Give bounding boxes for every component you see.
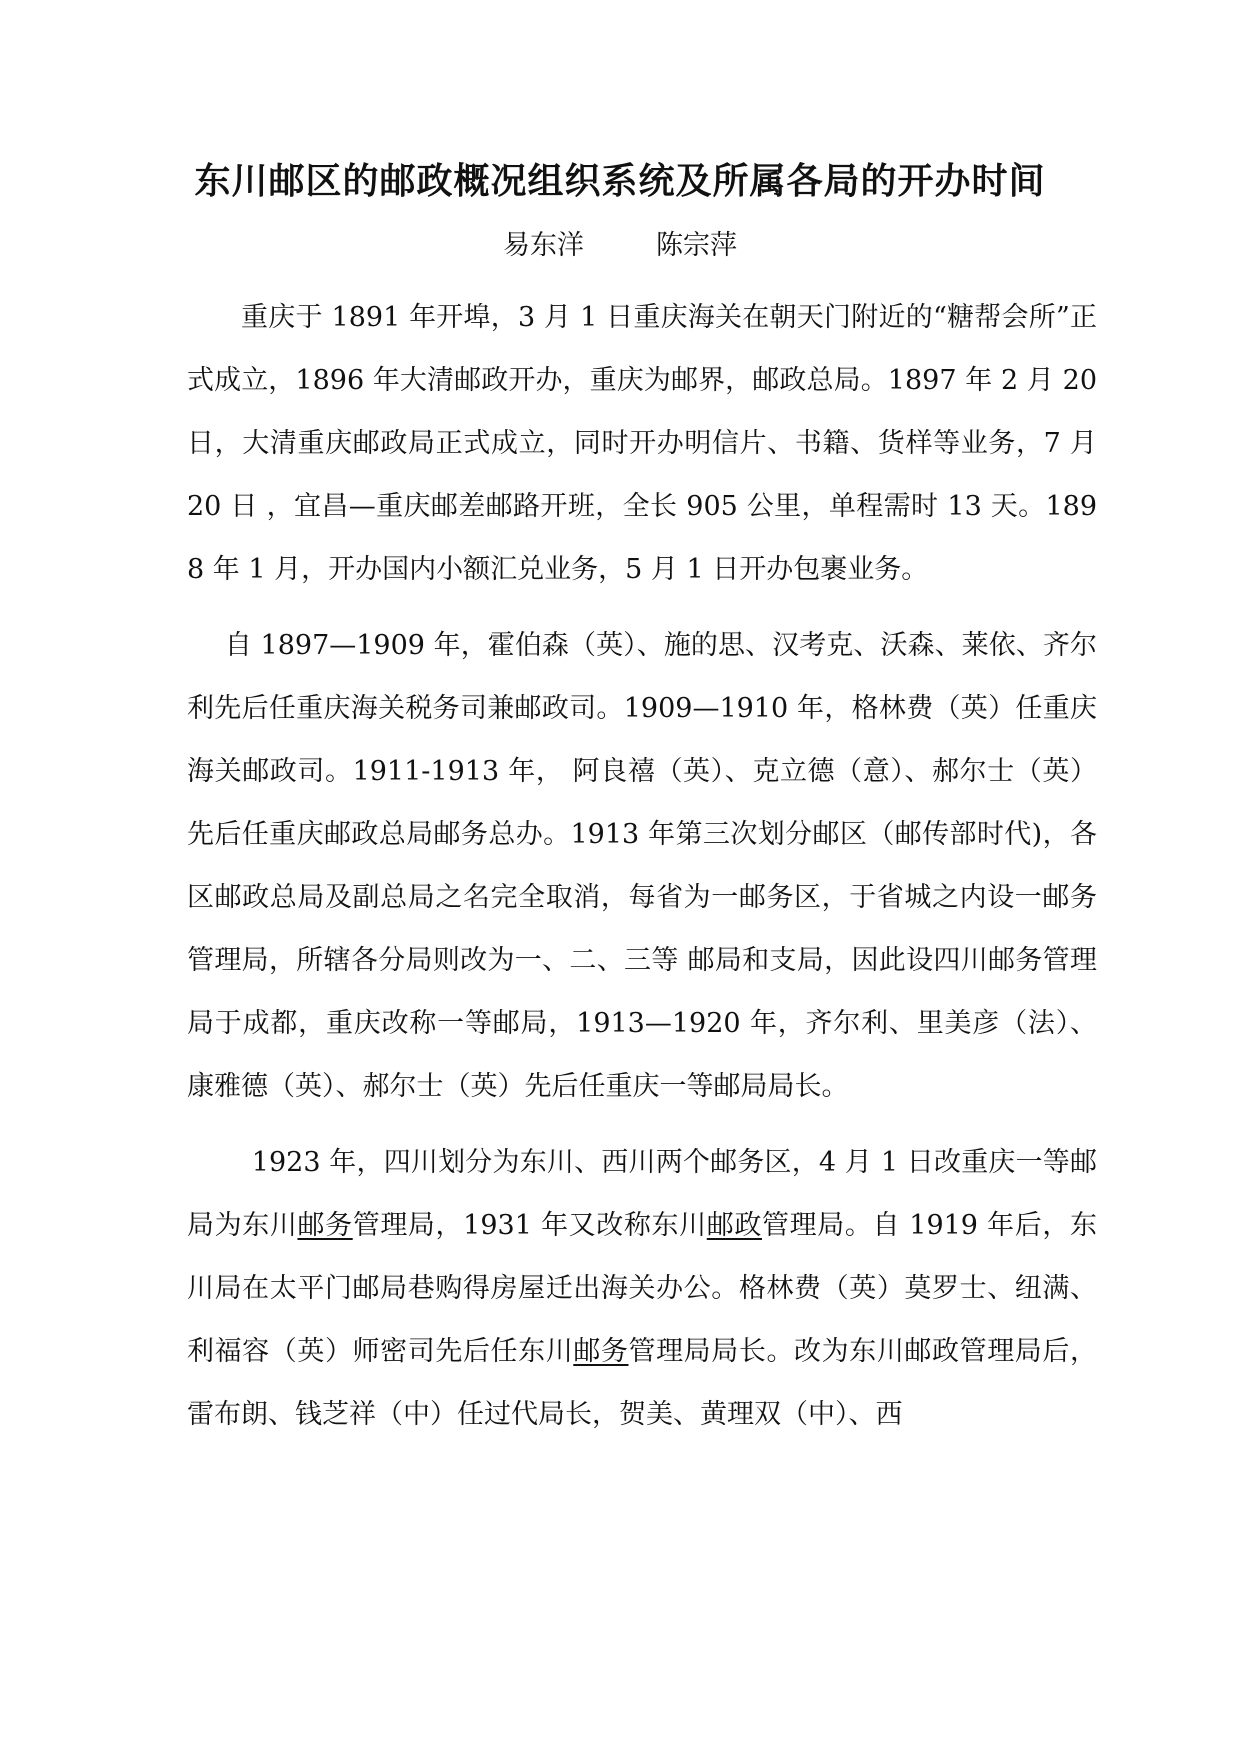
author-name: 陈宗萍 <box>656 230 737 261</box>
underlined-text: 邮务 <box>573 1336 629 1367</box>
paragraph-text: 管理局局长。改为东川邮政管理局后，雷布朗、钱芝祥（中）任过代局长，贺美、黄理双（中）、西 <box>187 1336 1097 1430</box>
article-body <box>187 286 1097 1446</box>
author-line <box>0 228 1240 264</box>
paragraph-text: 管理局，1931 年又改称东川 <box>352 1210 707 1241</box>
paragraph: 自 1897—1909 年，霍伯森（英）、施的思、汉考克、沃森、莱依、齐尔利先后任重庆海关税务司兼邮政司。1909—1910 年，格林费（英）任重庆海关邮政司。1911-1913 年， 阿良禧（英）、克立德（意）、郝尔士（英）先后任重庆邮政总局邮务总办。1913 年第三次划分邮区（邮传部时代)，各区邮政总局及副总局之名完全取消，每省为一邮务区，于省城之内设一邮务管理局，所辖各分局则改为一、二、三等 邮局和支局，因此设四川邮务管理局于成都，重庆改称一等邮局，1913—1920 年，齐尔利、里美彦（法）、康雅德（英）、郝尔士（英）先后任重庆一等邮局局长。 <box>187 630 1097 1102</box>
underlined-text: 邮政 <box>706 1210 762 1241</box>
paragraph <box>187 1131 1097 1446</box>
author-name: 易东洋 <box>503 230 584 261</box>
paragraph: 重庆于 1891 年开埠，3 月 1 日重庆海关在朝天门附近的“糖帮会所”正式成立，1896 年大清邮政开办，重庆为邮界，邮政总局。1897 年 2 月 20 日，大清重庆邮政局正式成立，同时开办明信片、书籍、货样等业务，7 月 20 日 ，宜昌—重庆邮差邮路开班，全长 905 公里，单程需时 13 天。1898 年 1 月，开办国内小额汇兑业务，5 月 1 日开办包裹业务。 <box>187 302 1097 585</box>
paragraph-text: 管理局。自 1919 年后，东川局在太平门邮局巷购得房屋迁出海关办公。格林费（英）莫罗士、纽满、利福容（英）师密司先后任东川 <box>187 1210 1098 1367</box>
underlined-text: 邮务 <box>297 1210 353 1241</box>
document-title: 东川邮区的邮政概况组织系统及所属各局的开办时间 <box>194 161 1046 202</box>
paragraph-text: 1923 年，四川划分为东川、西川两个邮务区，4 月 1 日改重庆一等邮局为东川 <box>187 1147 1097 1241</box>
